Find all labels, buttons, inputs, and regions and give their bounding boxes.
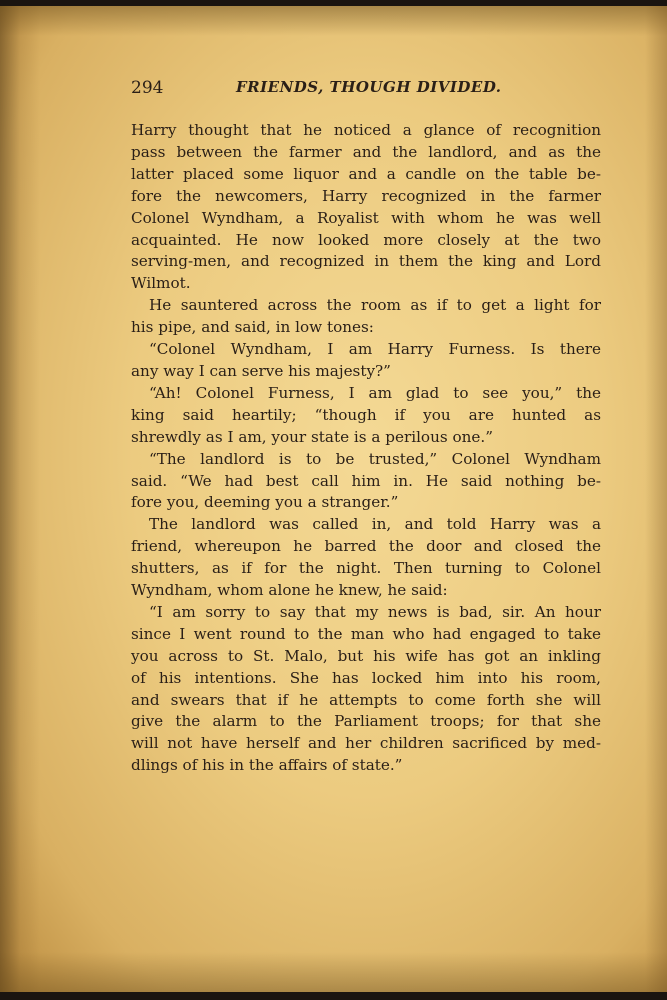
bottom-edge-shadow bbox=[0, 952, 667, 992]
text-line: any way I can serve his majesty?” bbox=[131, 361, 391, 380]
text-line: serving-men, and recognized in them the king and Lord bbox=[131, 252, 601, 271]
text-line: king said heartily; “though if you are hunted as bbox=[131, 405, 601, 424]
text-line: of his intentions. She has locked him into his room, bbox=[131, 668, 601, 687]
text-line: “The landlord is to be trusted,” Colonel Wyndham bbox=[149, 449, 601, 468]
text-line: latter placed some liquor and a candle on the table be- bbox=[131, 164, 601, 183]
text-line: you across to St. Malo, but his wife has got an inkling bbox=[131, 646, 601, 665]
paragraph bbox=[131, 339, 601, 383]
text-line: “Colonel Wyndham, I am Harry Furness. Is there bbox=[149, 340, 601, 359]
top-edge-shadow bbox=[0, 6, 667, 36]
paragraph bbox=[131, 449, 601, 515]
text-line: friend, whereupon he barred the door and closed the bbox=[131, 537, 601, 556]
page-header bbox=[131, 76, 601, 100]
text-line: Wilmot. bbox=[131, 274, 191, 293]
text-line: fore the newcomers, Harry recognized in the farmer bbox=[131, 186, 601, 205]
text-line: and swears that if he attempts to come forth she will bbox=[131, 690, 601, 709]
right-edge-shadow bbox=[645, 6, 667, 992]
body-text bbox=[131, 120, 601, 777]
text-line: pass between the farmer and the landlord, and as the bbox=[131, 142, 601, 161]
text-line: Wyndham, whom alone he knew, he said: bbox=[131, 581, 448, 600]
text-line: The landlord was called in, and told Harry was a bbox=[149, 515, 601, 534]
text-line: acquainted. He now looked more closely at the two bbox=[131, 230, 601, 249]
text-line: since I went round to the man who had engaged to take bbox=[131, 624, 601, 643]
text-line: He sauntered across the room as if to get a light for bbox=[149, 296, 601, 315]
paragraph bbox=[131, 514, 601, 602]
text-line: said. “We had best call him in. He said nothing be- bbox=[131, 471, 601, 490]
text-line: his pipe, and said, in low tones: bbox=[131, 318, 374, 337]
text-line: “Ah! Colonel Furness, I am glad to see you,” the bbox=[149, 383, 601, 402]
page-number: 294 bbox=[131, 78, 164, 98]
paragraph bbox=[131, 295, 601, 339]
spine-shadow bbox=[0, 6, 40, 992]
text-line: shrewdly as I am, your state is a perilous one.” bbox=[131, 427, 493, 446]
text-line: “I am sorry to say that my news is bad, sir. An hour bbox=[149, 602, 601, 621]
text-line: Harry thought that he noticed a glance of recognition bbox=[131, 121, 601, 139]
text-line: fore you, deeming you a stranger.” bbox=[131, 493, 399, 512]
book-page bbox=[0, 6, 667, 992]
paragraph bbox=[131, 383, 601, 449]
text-line: will not have herself and her children sacrificed by med- bbox=[131, 734, 601, 753]
paragraph bbox=[131, 120, 601, 295]
paragraph bbox=[131, 602, 601, 777]
text-line: give the alarm to the Parliament troops; for that she bbox=[131, 712, 601, 731]
running-head: FRIENDS, THOUGH DIVIDED. bbox=[236, 78, 502, 96]
text-line: shutters, as if for the night. Then turning to Colonel bbox=[131, 559, 601, 578]
text-line: Colonel Wyndham, a Royalist with whom he was well bbox=[131, 208, 601, 227]
text-line: dlings of his in the affairs of state.” bbox=[131, 756, 403, 775]
